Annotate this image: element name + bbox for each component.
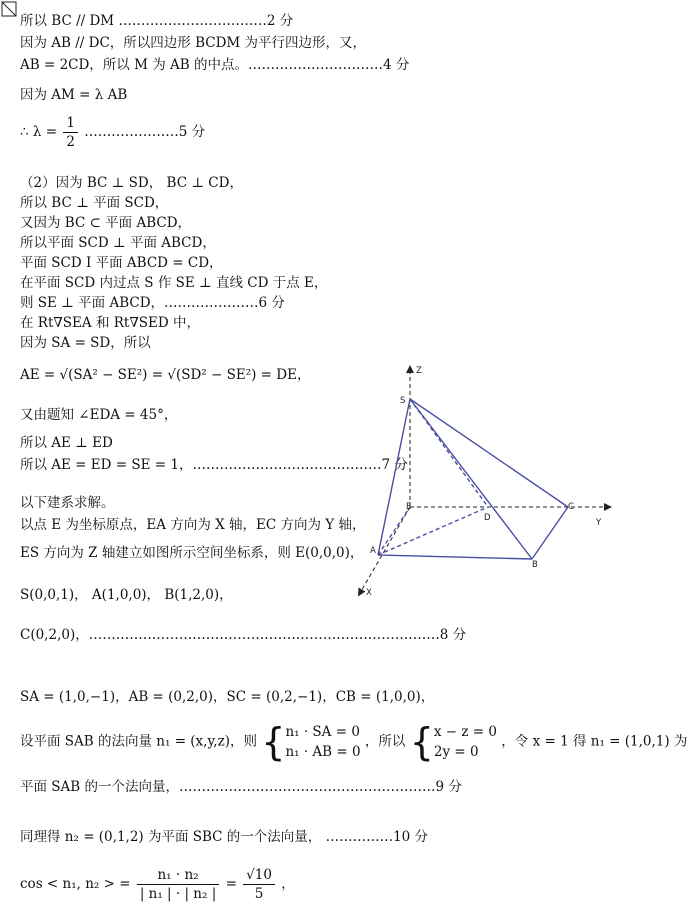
line-lambda bbox=[20, 114, 205, 151]
line-lengths-equal: 所以 AE = ED = SE = 1，……………………………………7 分 bbox=[20, 457, 408, 473]
edge-sc bbox=[410, 399, 568, 507]
line-normal-n1 bbox=[20, 722, 687, 762]
line-cosine bbox=[20, 866, 295, 903]
lambda-label: ∴ λ = bbox=[20, 124, 58, 140]
pyramid-edges bbox=[378, 399, 568, 559]
cosine-value bbox=[243, 866, 275, 903]
edge-sb bbox=[410, 399, 532, 559]
cosine-fraction bbox=[137, 866, 219, 903]
line-part2-start: （2）因为 BC ⊥ SD， BC ⊥ CD， bbox=[20, 175, 243, 191]
normal-n1-so: ，所以 bbox=[364, 733, 406, 750]
line-bc-parallel-dm: 所以 BC // DM ……………………………2 分 bbox=[20, 13, 294, 29]
system-n1: { n₁ · SA = 0 n₁ · AB = 0 bbox=[261, 720, 361, 764]
cosine-denominator: | n₁ | · | n₂ | bbox=[139, 886, 217, 902]
line-parallelogram: 因为 AB // DC，所以四边形 BCDM 为平行四边形，又， bbox=[20, 35, 367, 51]
cosine-label: cos < n₁, n₂ > = bbox=[20, 876, 131, 892]
label-point-s: S bbox=[400, 396, 406, 406]
lambda-fraction bbox=[63, 114, 78, 151]
line-normal-n2: 同理得 n₂ = (0,1,2) 为平面 SBC 的一个法向量， ……………10 分 bbox=[20, 829, 429, 845]
cosine-equals: = bbox=[225, 876, 237, 892]
pyramid-figure bbox=[340, 355, 620, 605]
line-ae-eq-de: AE = √(SA² − SE²) = √(SD² − SE²) = DE， bbox=[20, 367, 311, 383]
lambda-score: …………………5 分 bbox=[84, 124, 206, 140]
line-sa-eq-sd: 因为 SA = SD，所以 bbox=[20, 335, 151, 351]
system-xyz-row2: 2y = 0 bbox=[433, 744, 479, 760]
normal-n1-intro: 设平面 SAB 的法向量 n₁ = (x,y,z)，则 bbox=[20, 733, 257, 750]
label-axis-x: X bbox=[366, 588, 372, 598]
line-plane-intersection: 平面 SCD I 平面 ABCD = CD， bbox=[20, 255, 223, 271]
line-se-perp: 则 SE ⊥ 平面 ABCD，…………………6 分 bbox=[20, 295, 285, 311]
line-angle-eda: 又由题知 ∠EDA = 45°， bbox=[20, 407, 178, 423]
cosine-value-numerator: √10 bbox=[243, 866, 275, 885]
line-vector-am: 因为 AM = λ AB bbox=[20, 87, 128, 103]
label-point-d: D bbox=[484, 513, 491, 523]
normal-n1-result: ，令 x = 1 得 n₁ = (1,0,1) 为 bbox=[501, 733, 687, 750]
cosine-value-denominator: 5 bbox=[254, 886, 264, 902]
system-xyz-row1: x − z = 0 bbox=[433, 724, 497, 740]
lambda-numerator: 1 bbox=[63, 114, 78, 133]
line-bc-in-abcd: 又因为 BC ⊂ 平面 ABCD， bbox=[20, 215, 192, 231]
edge-bc bbox=[532, 507, 568, 559]
line-right-triangles: 在 Rt∇SEA 和 Rt∇SED 中， bbox=[20, 315, 200, 331]
line-coordinate-intro: 以下建系求解。 bbox=[20, 495, 115, 511]
label-point-e: E bbox=[406, 502, 412, 512]
line-normal-sab: 平面 SAB 的一个法向量，…………………………………………………9 分 bbox=[20, 779, 462, 795]
line-midpoint: AB = 2CD，所以 M 为 AB 的中点。…………………………4 分 bbox=[20, 57, 410, 73]
line-ae-perp-ed: 所以 AE ⊥ ED bbox=[20, 435, 113, 451]
cosine-numerator: n₁ · n₂ bbox=[137, 866, 219, 885]
system-n1-row2: n₁ · AB = 0 bbox=[285, 744, 361, 760]
label-axis-z: Z bbox=[416, 366, 422, 376]
line-axis-z: ES 方向为 Z 轴建立如图所示空间坐标系，则 E(0,0,0)， bbox=[20, 545, 364, 561]
cosine-end: ， bbox=[281, 876, 295, 892]
lambda-denominator: 2 bbox=[66, 134, 75, 150]
line-points-sab: S(0,0,1)， A(1,0,0)， B(1,2,0)， bbox=[20, 587, 233, 603]
line-axes-xy: 以点 E 为坐标原点，EA 方向为 X 轴，EC 方向为 Y 轴， bbox=[20, 517, 366, 533]
label-point-b: B bbox=[532, 560, 538, 570]
system-n1-row1: n₁ · SA = 0 bbox=[285, 724, 360, 740]
label-point-a: A bbox=[370, 546, 376, 556]
edge-ab bbox=[378, 555, 532, 559]
line-construct-se: 在平面 SCD 内过点 S 作 SE ⊥ 直线 CD 于点 E， bbox=[20, 275, 328, 291]
label-point-c: C bbox=[568, 502, 574, 512]
line-point-c: C(0,2,0)，……………………………………………………………………8 分 bbox=[20, 627, 467, 643]
line-bc-perp-scd: 所以 BC ⊥ 平面 SCD， bbox=[20, 195, 169, 211]
line-vectors: SA = (1,0,−1)，AB = (0,2,0)，SC = (0,2,−1)，CB = (1,0,0)， bbox=[20, 689, 435, 705]
system-xyz: { x − z = 0 2y = 0 bbox=[409, 720, 497, 764]
line-plane-perp: 所以平面 SCD ⊥ 平面 ABCD， bbox=[20, 235, 216, 251]
label-axis-y: Y bbox=[596, 518, 602, 528]
